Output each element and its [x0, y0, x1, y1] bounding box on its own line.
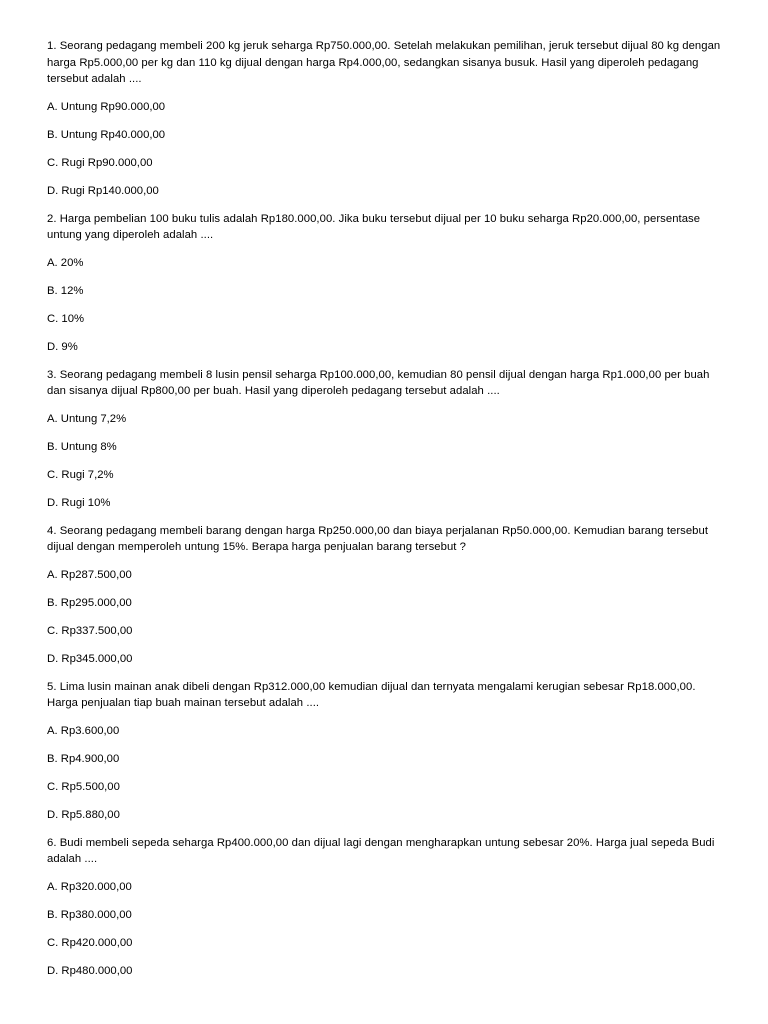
answer-option: A. Rp287.500,00 — [47, 568, 132, 581]
answer-option: C. Rugi 7,2% — [47, 468, 114, 481]
question-text: 4. Seorang pedagang membeli barang dengan harga Rp250.000,00 dan biaya perjalanan Rp50.000,00. Kemudian barang tersebut dijual dengan memperoleh untung 15%. Berapa harga penjualan barang tersebut ? — [47, 524, 709, 553]
answer-option: A. Untung Rp90.000,00 — [47, 100, 166, 113]
answer-option: B. Rp380.000,00 — [47, 908, 132, 921]
question-text: 1. Seorang pedagang membeli 200 kg jeruk seharga Rp750.000,00. Setelah melakukan pemilihan, jeruk tersebut dijual 80 kg dengan harga Rp5.000,00 per kg dan 110 kg dijual dengan harga Rp4.000,00, sedangkan sisanya busuk. Hasil yang diperoleh pedagang tersebut adalah .... — [47, 40, 721, 85]
question-text: 3. Seorang pedagang membeli 8 lusin pensil seharga Rp100.000,00, kemudian 80 pensil dijual dengan harga Rp1.000,00 per buah dan sisanya dijual Rp800,00 per buah. Hasil yang diperoleh pedagang tersebut adalah .... — [47, 368, 710, 397]
answer-option: A. 20% — [47, 256, 84, 269]
answer-option: D. Rp480.000,00 — [47, 964, 133, 977]
answer-option: B. Untung 8% — [47, 440, 117, 453]
answer-option: B. 12% — [47, 284, 84, 297]
answer-option: D. Rugi 10% — [47, 496, 111, 509]
answer-option: B. Untung Rp40.000,00 — [47, 128, 166, 141]
answer-option: D. Rugi Rp140.000,00 — [47, 184, 159, 197]
answer-option: C. Rp420.000,00 — [47, 936, 133, 949]
answer-option: C. Rp5.500,00 — [47, 780, 120, 793]
answer-option: A. Untung 7,2% — [47, 412, 127, 425]
answer-option: D. 9% — [47, 340, 78, 353]
answer-option: C. Rugi Rp90.000,00 — [47, 156, 153, 169]
answer-option: D. Rp5.880,00 — [47, 808, 120, 821]
document-page — [47, 38, 727, 991]
question-text: 2. Harga pembelian 100 buku tulis adalah Rp180.000,00. Jika buku tersebut dijual per 10 buku seharga Rp20.000,00, persentase untung yang diperoleh adalah .... — [47, 212, 701, 241]
question-3 — [47, 367, 727, 512]
question-text: 6. Budi membeli sepeda seharga Rp400.000,00 dan dijual lagi dengan mengharapkan untung sebesar 20%. Harga jual sepeda Budi adalah .... — [47, 836, 715, 865]
answer-option: C. Rp337.500,00 — [47, 624, 133, 637]
question-5 — [47, 679, 727, 824]
answer-option: B. Rp295.000,00 — [47, 596, 132, 609]
question-text: 5. Lima lusin mainan anak dibeli dengan Rp312.000,00 kemudian dijual dan ternyata mengalami kerugian sebesar Rp18.000,00. Harga penjualan tiap buah mainan tersebut adalah .... — [47, 680, 696, 709]
answer-option: C. 10% — [47, 312, 85, 325]
answer-option: D. Rp345.000,00 — [47, 652, 133, 665]
answer-option: A. Rp3.600,00 — [47, 724, 120, 737]
answer-option: B. Rp4.900,00 — [47, 752, 120, 765]
answer-option: A. Rp320.000,00 — [47, 880, 132, 893]
question-6 — [47, 835, 727, 980]
question-4 — [47, 523, 727, 668]
question-2 — [47, 211, 727, 356]
question-1 — [47, 38, 727, 199]
